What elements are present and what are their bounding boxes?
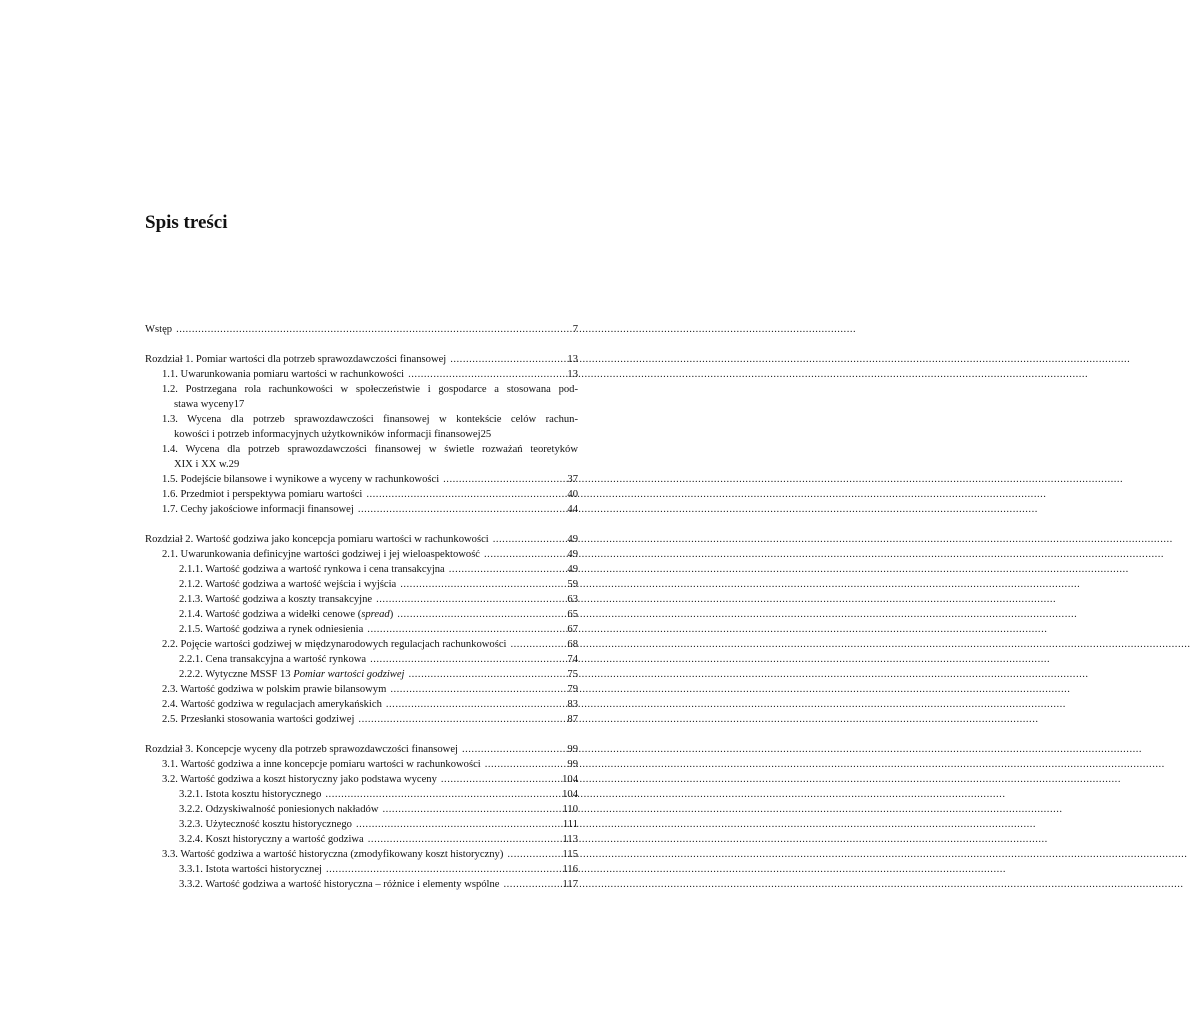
toc-entry-text-italic: spread: [361, 609, 390, 620]
toc-entry-text: [162, 682, 386, 697]
toc-page-number: 111: [562, 819, 578, 830]
toc-entry[interactable]: [145, 877, 578, 892]
toc-entry-text: 1.2. Postrzegana rola rachunkowości w społeczeństwie i gospodarce a stosowana pod-: [162, 384, 578, 395]
toc-entry-text: [179, 607, 393, 622]
toc-entry[interactable]: [145, 502, 578, 517]
toc-chapter[interactable]: [145, 532, 578, 547]
section-gap: [145, 727, 578, 742]
toc-entry[interactable]: [145, 577, 578, 592]
toc-dot-leader: [507, 847, 558, 862]
toc-entry-text-main: 3.2.4. Koszt historyczny a wartość godziwa: [179, 834, 364, 845]
toc-page-number: 115: [562, 849, 578, 860]
toc-entry-text-main: 3.2.2. Odzyskiwalność poniesionych nakładów: [179, 804, 379, 815]
toc-entry[interactable]: [145, 382, 578, 412]
toc-entry[interactable]: [145, 712, 578, 727]
toc-dot-leader: [484, 547, 558, 562]
toc-entry[interactable]: [145, 772, 578, 787]
toc-dot-leader: [176, 322, 558, 337]
toc-entry-text: [179, 802, 378, 817]
toc-entry-text: [145, 532, 489, 547]
toc-dot-leader: [504, 877, 559, 892]
toc-entry[interactable]: [145, 862, 578, 877]
toc-entry[interactable]: [145, 802, 578, 817]
toc-page-number: 116: [562, 864, 578, 875]
toc-entry-text: [162, 472, 439, 487]
toc-entry-text-main: 3.3.1. Istota wartości historycznej: [179, 864, 322, 875]
toc-entry[interactable]: [145, 367, 578, 382]
toc-entry-text-main: 3.3.2. Wartość godziwa a wartość historyczna – różnice i elementy wspólne: [179, 879, 500, 890]
toc-page-number: 117: [562, 879, 578, 890]
toc-page-number: 113: [562, 834, 578, 845]
toc-page-number: 68: [567, 639, 578, 650]
toc-entry[interactable]: [145, 637, 578, 652]
toc-entry[interactable]: [145, 757, 578, 772]
toc-entry-text-continued: kowości i potrzeb informacyjnych użytkowników informacji finansowej: [174, 429, 481, 440]
toc-page-number: 13: [567, 354, 578, 365]
table-of-contents: [145, 322, 578, 892]
toc-entry-text-main: Rozdział 2. Wartość godziwa jako koncepcja pomiaru wartości w rachunkowości: [145, 534, 489, 545]
toc-entry-text: [162, 757, 481, 772]
toc-entry[interactable]: [145, 697, 578, 712]
section-gap: [145, 517, 578, 532]
toc-entry-text-main: 3.2.1. Istota kosztu historycznego: [179, 789, 322, 800]
toc-entry-text: [179, 832, 364, 847]
toc-entry-text-main: 2.2.2. Wytyczne MSSF 13: [179, 669, 294, 680]
toc-dot-leader: [493, 532, 558, 547]
toc-entry-text-main: Rozdział 1. Pomiar wartości dla potrzeb sprawozdawczości finansowej: [145, 354, 447, 365]
toc-entry-text-continued: stawa wyceny: [174, 399, 234, 410]
toc-entry-text: [162, 547, 480, 562]
toc-page-number: 99: [567, 744, 578, 755]
toc-entry-text: [179, 817, 352, 832]
toc-dot-leader: [325, 787, 558, 802]
toc-entry-text: [145, 742, 458, 757]
toc-dot-leader: [400, 577, 558, 592]
toc-entry-text: [162, 502, 354, 517]
toc-page-number: 7: [572, 324, 578, 335]
toc-dot-leader: [450, 352, 558, 367]
toc-page-number: 49: [567, 564, 578, 575]
toc-entry-text-continued: XIX i XX w.: [174, 459, 229, 470]
toc-entry-text-main: 3.1. Wartość godziwa a inne koncepcje pomiaru wartości w rachunkowości: [162, 759, 481, 770]
toc-entry-text: [145, 322, 172, 337]
toc-entry-text: [179, 592, 372, 607]
toc-entry-text-main: 2.2.1. Cena transakcyjna a wartość rynkowa: [179, 654, 367, 665]
toc-page-number: 110: [562, 804, 578, 815]
toc-page-number: 87: [567, 714, 578, 725]
toc-entry-text: [179, 562, 445, 577]
toc-dot-leader: [485, 757, 558, 772]
toc-page-number: 29: [228, 459, 240, 470]
toc-entry-text-main: 3.3. Wartość godziwa a wartość historyczna (zmodyfikowany koszt historyczny): [162, 849, 504, 860]
toc-dot-leader: [367, 622, 558, 637]
section-gap: [145, 337, 578, 352]
toc-dot-leader: [358, 502, 558, 517]
toc-page-number: 13: [567, 369, 578, 380]
toc-page-number: 49: [567, 549, 578, 560]
toc-dot-leader: [443, 472, 558, 487]
toc-entry[interactable]: [145, 787, 578, 802]
toc-page-number: 83: [567, 699, 578, 710]
toc-dot-leader: [366, 487, 558, 502]
toc-chapter[interactable]: [145, 322, 578, 337]
toc-entry[interactable]: [145, 817, 578, 832]
toc-entry-text-main: 1.7. Cechy jakościowe informacji finansowej: [162, 504, 354, 515]
toc-entry-text: [145, 352, 446, 367]
toc-entry[interactable]: [145, 652, 578, 667]
toc-page-number: 40: [567, 489, 578, 500]
toc-entry-text-main: 3.2.3. Użyteczność kosztu historycznego: [179, 819, 352, 830]
toc-entry-text: [179, 622, 363, 637]
toc-entry-text-main: 2.1.3. Wartość godziwa a koszty transakcyjne: [179, 594, 373, 605]
toc-page-number: 104: [562, 774, 578, 785]
toc-dot-leader: [408, 667, 558, 682]
toc-dot-leader: [462, 742, 558, 757]
toc-page-number: 104: [562, 789, 578, 800]
toc-dot-leader: [441, 772, 558, 787]
toc-dot-leader: [368, 832, 558, 847]
toc-entry[interactable]: [145, 562, 578, 577]
toc-page-number: 79: [567, 684, 578, 695]
toc-entry-text: [162, 772, 437, 787]
toc-entry-text-main: 2.1. Uwarunkowania definicyjne wartości godziwej i jej wieloaspektowość: [162, 549, 481, 560]
toc-dot-leader: [326, 862, 558, 877]
toc-entry-text-main: Rozdział 3. Koncepcje wyceny dla potrzeb sprawozdawczości finansowej: [145, 744, 458, 755]
toc-entry-text-main: 2.1.1. Wartość godziwa a wartość rynkowa i cena transakcyjna: [179, 564, 445, 575]
toc-entry[interactable]: [145, 832, 578, 847]
toc-page-number: 99: [567, 759, 578, 770]
toc-dot-leader: [358, 712, 558, 727]
toc-page-number: 25: [480, 429, 492, 440]
toc-entry-text: [162, 697, 382, 712]
toc-entry[interactable]: [145, 442, 578, 472]
toc-page-number: 75: [567, 669, 578, 680]
toc-entry-text-main: Wstęp: [145, 324, 173, 335]
toc-entry-text-italic: Pomiar wartości godziwej: [293, 669, 405, 680]
toc-entry[interactable]: [145, 472, 578, 487]
toc-dot-leader: [382, 802, 558, 817]
toc-page-number: 74: [567, 654, 578, 665]
toc-page-number: 67: [567, 624, 578, 635]
toc-entry-text: [179, 877, 500, 892]
toc-entry-text-main: 3.2. Wartość godziwa a koszt historyczny jako podstawa wyceny: [162, 774, 437, 785]
toc-entry-text-main: 2.5. Przesłanki stosowania wartości godziwej: [162, 714, 355, 725]
toc-entry[interactable]: [145, 547, 578, 562]
toc-entry-text: [179, 652, 366, 667]
toc-entry-text: [179, 667, 404, 682]
toc-entry-text: [179, 787, 321, 802]
toc-entry-text: [162, 712, 354, 727]
toc-dot-leader: [370, 652, 558, 667]
toc-entry[interactable]: [145, 487, 578, 502]
toc-dot-leader: [386, 697, 558, 712]
toc-dot-leader: [356, 817, 558, 832]
toc-dot-leader: [376, 592, 558, 607]
toc-page-number: 44: [567, 504, 578, 515]
toc-chapter[interactable]: [145, 742, 578, 757]
toc-entry-text-main: 2.1.2. Wartość godziwa a wartość wejścia i wyjścia: [179, 579, 397, 590]
page-title: Spis treści: [145, 212, 228, 233]
toc-entry-text-main: 2.4. Wartość godziwa w regulacjach amerykańskich: [162, 699, 382, 710]
toc-entry-text: 1.3. Wycena dla potrzeb sprawozdawczości finansowej w kontekście celów rachun-: [162, 414, 578, 425]
toc-entry-text: [179, 577, 396, 592]
toc-page-number: 37: [567, 474, 578, 485]
toc-entry[interactable]: [145, 622, 578, 637]
toc-dot-leader: [397, 607, 558, 622]
toc-entry[interactable]: [145, 682, 578, 697]
toc-entry-text-main: 2.3. Wartość godziwa w polskim prawie bilansowym: [162, 684, 387, 695]
toc-entry-text: [179, 862, 322, 877]
toc-entry-text-main: 2.1.4. Wartość godziwa a widełki cenowe (: [179, 609, 362, 620]
toc-entry-text: [162, 847, 503, 862]
toc-page-number: 63: [567, 594, 578, 605]
toc-entry-text-main: 2.1.5. Wartość godziwa a rynek odniesienia: [179, 624, 364, 635]
toc-entry-text: [162, 637, 506, 652]
toc-dot-leader: [510, 637, 558, 652]
toc-entry-text: 1.4. Wycena dla potrzeb sprawozdawczości finansowej w świetle rozważań teoretyków: [162, 444, 578, 455]
toc-entry[interactable]: [145, 847, 578, 862]
toc-chapter[interactable]: [145, 352, 578, 367]
toc-entry-text-main: 1.5. Podejście bilansowe i wynikowe a wyceny w rachunkowości: [162, 474, 440, 485]
toc-page-number: 59: [567, 579, 578, 590]
toc-entry-text: [162, 487, 362, 502]
toc-entry[interactable]: [145, 592, 578, 607]
toc-page-number: 49: [567, 534, 578, 545]
toc-entry-text-main: 1.1. Uwarunkowania pomiaru wartości w rachunkowości: [162, 369, 405, 380]
toc-entry-text: [162, 367, 404, 382]
toc-entry[interactable]: [145, 607, 578, 622]
toc-entry-text-main: 2.2. Pojęcie wartości godziwej w międzynarodowych regulacjach rachunkowości: [162, 639, 507, 650]
toc-entry[interactable]: [145, 667, 578, 682]
toc-page-number: 17: [233, 399, 245, 410]
toc-entry-text-after: ): [389, 609, 394, 620]
toc-entry[interactable]: [145, 412, 578, 442]
toc-dot-leader: [408, 367, 558, 382]
toc-dot-leader: [449, 562, 558, 577]
toc-entry-text-main: 1.6. Przedmiot i perspektywa pomiaru wartości: [162, 489, 363, 500]
toc-page-number: 65: [567, 609, 578, 620]
toc-dot-leader: [390, 682, 558, 697]
